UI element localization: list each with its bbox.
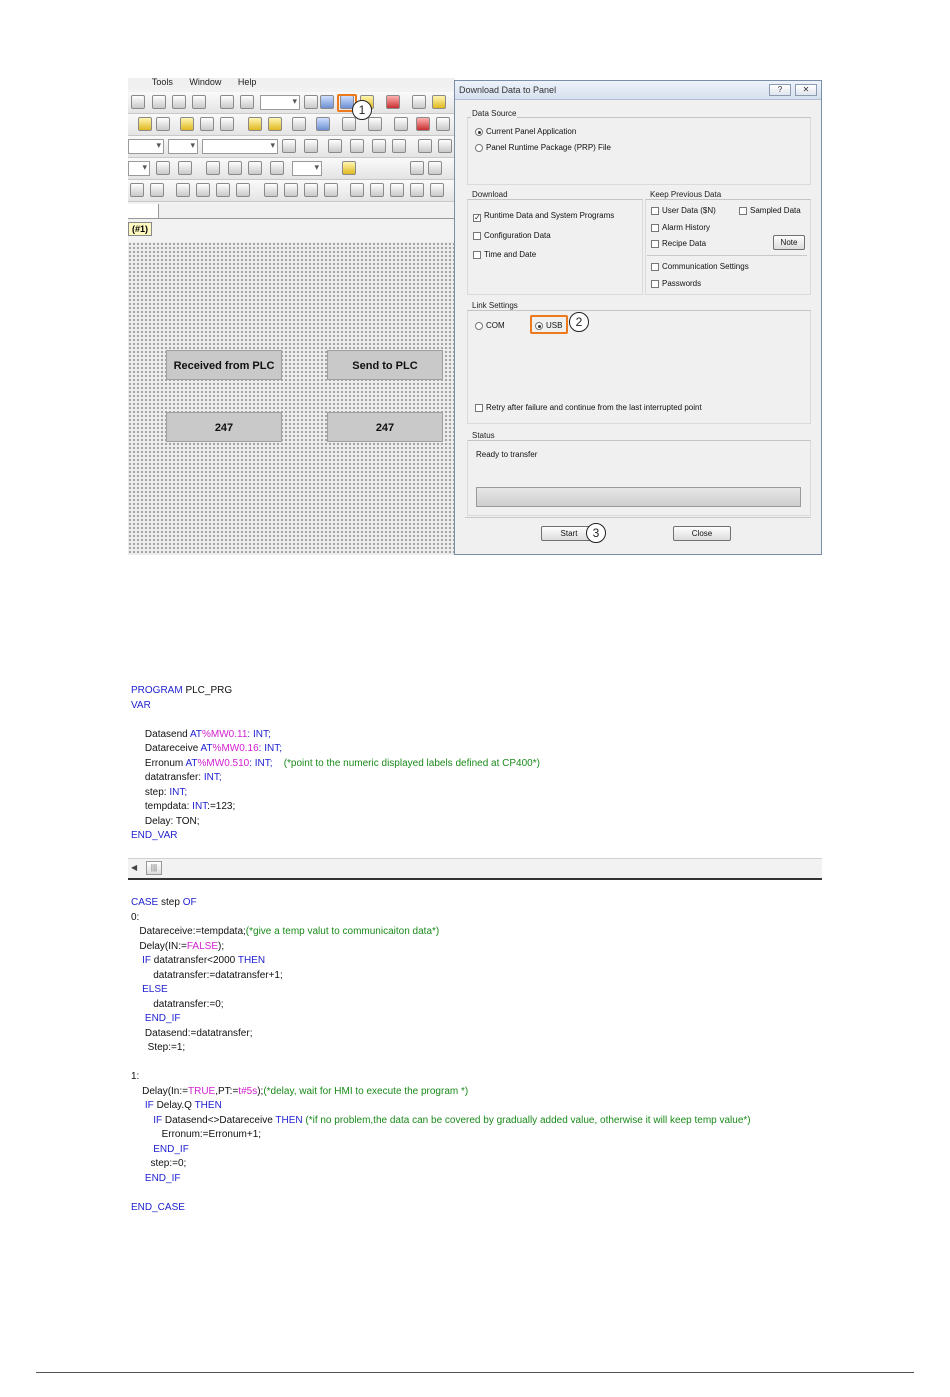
callout-3: 3 xyxy=(586,523,606,543)
code-line: Step:=1; xyxy=(147,1042,186,1053)
note-button[interactable]: Note xyxy=(773,235,805,250)
radio-icon xyxy=(475,144,483,152)
radio-icon xyxy=(475,322,483,330)
checkbox-icon xyxy=(473,251,481,259)
snap-icon[interactable] xyxy=(240,95,254,109)
code-line: IF Delay.Q THEN xyxy=(144,1100,222,1111)
code-line: END_CASE xyxy=(131,1201,185,1213)
size-combo[interactable] xyxy=(168,139,198,154)
object-icon[interactable] xyxy=(180,117,194,131)
checkbox-icon xyxy=(651,224,659,232)
object-icon[interactable] xyxy=(138,117,152,131)
screen-tab-strip xyxy=(128,204,455,219)
code-line: Delay(IN:=FALSE); xyxy=(139,940,225,952)
code-line: END_IF xyxy=(144,1013,181,1024)
layout-icon[interactable] xyxy=(410,161,424,175)
code-line: IF Datasend<>Datareceive THEN (*if no problem,the data can be covered by gradually added value, otherwise it will keep temp value*) xyxy=(153,1114,751,1126)
scroll-thumb[interactable]: ||| xyxy=(146,861,162,875)
checkbox-icon xyxy=(475,404,483,412)
divider xyxy=(465,517,811,518)
clock-icon[interactable] xyxy=(394,117,408,131)
checkbox-alarm-history[interactable]: Alarm History xyxy=(651,223,710,233)
zoom-fit-icon[interactable] xyxy=(192,95,206,109)
arrange-icon[interactable] xyxy=(236,183,250,197)
numeric-icon[interactable] xyxy=(292,117,306,131)
callout-2: 2 xyxy=(569,312,589,332)
toolbar-row-3 xyxy=(128,136,455,158)
layout-icon[interactable] xyxy=(428,161,442,175)
variable-declarations xyxy=(131,684,540,844)
object-icon[interactable] xyxy=(200,117,214,131)
layer-combo[interactable] xyxy=(128,161,150,176)
code-line: datatransfer:=datatransfer+1; xyxy=(153,969,283,981)
checkbox-user-data[interactable]: User Data ($N) xyxy=(651,206,716,216)
checkbox-icon xyxy=(651,263,659,271)
code-line: Datasend AT%MW0.11: INT; xyxy=(144,728,271,740)
arrange-icon[interactable] xyxy=(264,183,278,197)
received-from-plc-label[interactable]: Received from PLC xyxy=(166,350,282,380)
arrange-icon[interactable] xyxy=(390,183,404,197)
print-icon[interactable] xyxy=(412,95,426,109)
draw-icon[interactable] xyxy=(248,161,262,175)
close-button[interactable]: Close xyxy=(673,526,731,541)
draw-icon[interactable] xyxy=(156,161,170,175)
scroll-left-arrow-icon[interactable]: ◀ xyxy=(131,863,138,872)
help-button[interactable]: ? xyxy=(769,84,791,96)
code-line: Erronum AT%MW0.510: INT; (*point to the numeric displayed labels defined at CP400*) xyxy=(144,757,540,769)
download-data-dialog xyxy=(454,80,822,555)
divider xyxy=(647,255,807,256)
code-line: 0: xyxy=(131,911,140,923)
code-line: END_IF xyxy=(144,1172,181,1184)
calendar-icon[interactable] xyxy=(416,117,430,131)
status-label: Status xyxy=(472,431,495,440)
code-line: Datareceive:=tempdata;(*give a temp valut to communicaiton data*) xyxy=(139,926,440,937)
arrange-icon[interactable] xyxy=(284,183,298,197)
format-icon[interactable] xyxy=(328,139,342,153)
checkbox-icon xyxy=(473,232,481,240)
download-label: Download xyxy=(472,190,508,199)
format-icon[interactable] xyxy=(304,139,318,153)
code-line: PROGRAM PLC_PRG xyxy=(131,685,233,696)
arrange-icon[interactable] xyxy=(196,183,210,197)
arrange-icon[interactable] xyxy=(350,183,364,197)
align-icon[interactable] xyxy=(418,139,432,153)
format-icon[interactable] xyxy=(282,139,296,153)
link-settings-label: Link Settings xyxy=(472,301,518,310)
hmi-editor-window xyxy=(128,78,455,555)
zoom-out-icon[interactable] xyxy=(172,95,186,109)
send-value-display[interactable]: 247 xyxy=(327,412,443,442)
checkbox-passwords[interactable]: Passwords xyxy=(651,279,701,289)
arrange-icon[interactable] xyxy=(130,183,144,197)
object-icon[interactable] xyxy=(220,117,234,131)
object-icon[interactable] xyxy=(368,117,382,131)
arrange-icon[interactable] xyxy=(216,183,230,197)
checkbox-sampled-data[interactable]: Sampled Data xyxy=(739,206,801,216)
horizontal-scrollbar[interactable] xyxy=(128,858,822,880)
draw-icon[interactable] xyxy=(228,161,242,175)
record-icon[interactable] xyxy=(386,95,400,109)
code-line: END_VAR xyxy=(131,830,178,841)
arrange-icon[interactable] xyxy=(324,183,338,197)
draw-icon[interactable] xyxy=(270,161,284,175)
upload-icon[interactable] xyxy=(320,95,334,109)
radio-com[interactable]: COM xyxy=(475,321,505,331)
checkbox-runtime-data[interactable]: ✓ Runtime Data and System Programs xyxy=(474,211,615,222)
design-canvas[interactable] xyxy=(128,242,455,555)
dialog-close-icon[interactable]: ✕ xyxy=(795,84,817,96)
format-icon[interactable] xyxy=(350,139,364,153)
checkbox-communication-settings[interactable]: Communication Settings xyxy=(651,262,749,272)
checkbox-icon xyxy=(651,280,659,288)
toolbar-row-1 xyxy=(128,92,455,114)
object-icon[interactable] xyxy=(156,117,170,131)
format-icon[interactable] xyxy=(372,139,386,153)
style-combo[interactable] xyxy=(202,139,278,154)
page-footer-rule xyxy=(36,1372,914,1373)
dialog-titlebar xyxy=(455,81,821,100)
toolbar-icon[interactable] xyxy=(131,95,145,109)
code-line: datatransfer:=0; xyxy=(153,998,224,1010)
checkbox-icon xyxy=(651,240,659,248)
message-icon[interactable] xyxy=(342,117,356,131)
data-source-label: Data Source xyxy=(472,109,517,118)
code-line: Delay: TON; xyxy=(144,815,200,827)
checkbox-retry[interactable]: Retry after failure and continue from the last interrupted point xyxy=(475,403,702,413)
code-line: IF datatransfer<2000 THEN xyxy=(142,955,266,966)
radio-selected-icon xyxy=(475,128,483,136)
code-line: Datasend:=datatransfer; xyxy=(144,1027,253,1039)
screen-tab-label[interactable]: (#1) xyxy=(128,222,152,236)
checkbox-configuration-data[interactable]: Configuration Data xyxy=(473,231,551,241)
draw-icon[interactable] xyxy=(178,161,192,175)
object-icon[interactable] xyxy=(436,117,450,131)
code-line: CASE step OF xyxy=(131,897,197,908)
zoom-in-icon[interactable] xyxy=(152,95,166,109)
menu-item-window[interactable]: Window xyxy=(189,78,222,87)
checkbox-icon xyxy=(651,207,659,215)
program-body xyxy=(131,896,751,1215)
send-to-plc-label[interactable]: Send to PLC xyxy=(327,350,443,380)
radio-usb[interactable]: USB xyxy=(535,321,562,331)
code-line: Erronum:=Erronum+1; xyxy=(161,1129,262,1140)
spin-icon[interactable] xyxy=(304,95,318,109)
status-text: Ready to transfer xyxy=(476,450,538,459)
toolbar-row-5 xyxy=(128,180,455,202)
ui-screenshot xyxy=(128,78,822,555)
code-line: ELSE xyxy=(142,984,168,995)
code-line: datatransfer: INT; xyxy=(144,772,222,783)
menu-bar xyxy=(128,78,455,88)
transfer-progress-bar xyxy=(476,487,801,507)
checkbox-time-and-date[interactable]: Time and Date xyxy=(473,250,536,260)
code-line: step:=0; xyxy=(150,1158,187,1169)
menu-item-help[interactable]: Help xyxy=(237,78,257,87)
format-icon[interactable] xyxy=(392,139,406,153)
object-icon[interactable] xyxy=(268,117,282,131)
usb-highlight xyxy=(530,315,568,334)
radio-prp-file[interactable]: Panel Runtime Package (PRP) File xyxy=(475,143,611,153)
arrange-icon[interactable] xyxy=(410,183,424,197)
toolbar-row-2 xyxy=(128,114,455,136)
dialog-title: Download Data to Panel xyxy=(459,85,557,95)
line-combo[interactable] xyxy=(292,161,322,176)
code-line: Datareceive AT%MW0.16: INT; xyxy=(144,743,283,754)
checkbox-icon xyxy=(739,207,747,215)
help-icon[interactable] xyxy=(432,95,446,109)
font-combo[interactable] xyxy=(128,139,164,154)
received-value-display[interactable]: 247 xyxy=(166,412,282,442)
arrange-icon[interactable] xyxy=(304,183,318,197)
zoom-combo[interactable] xyxy=(260,95,300,110)
code-line: Delay(In:=TRUE,PT:=t#5s);(*delay, wait for HMI to execute the program *) xyxy=(142,1085,469,1097)
toolbar-row-4 xyxy=(128,158,455,180)
lamp-icon[interactable] xyxy=(248,117,262,131)
arrange-icon[interactable] xyxy=(176,183,190,197)
keep-previous-label: Keep Previous Data xyxy=(650,190,722,199)
pencil-icon[interactable] xyxy=(342,161,356,175)
grid-icon[interactable] xyxy=(220,95,234,109)
arrange-icon[interactable] xyxy=(370,183,384,197)
menu-item-tools[interactable]: Tools xyxy=(151,78,173,87)
checkbox-recipe-data[interactable]: Recipe Data xyxy=(651,239,706,249)
code-line: step: INT; xyxy=(144,786,188,798)
arrange-icon[interactable] xyxy=(430,183,444,197)
start-button[interactable]: Start xyxy=(541,526,597,541)
text-icon[interactable] xyxy=(316,117,330,131)
code-line: 1: xyxy=(131,1071,140,1082)
screen-tab[interactable] xyxy=(128,204,159,218)
callout-1: 1 xyxy=(352,100,372,120)
align-icon[interactable] xyxy=(438,139,452,153)
code-line: END_IF xyxy=(153,1143,189,1155)
checkmark-icon: ✓ xyxy=(474,213,481,222)
code-line: tempdata: INT:=123; xyxy=(144,801,236,812)
radio-current-panel-application[interactable]: Current Panel Application xyxy=(475,127,576,137)
arrange-icon[interactable] xyxy=(150,183,164,197)
code-line: VAR xyxy=(131,699,151,711)
draw-icon[interactable] xyxy=(206,161,220,175)
